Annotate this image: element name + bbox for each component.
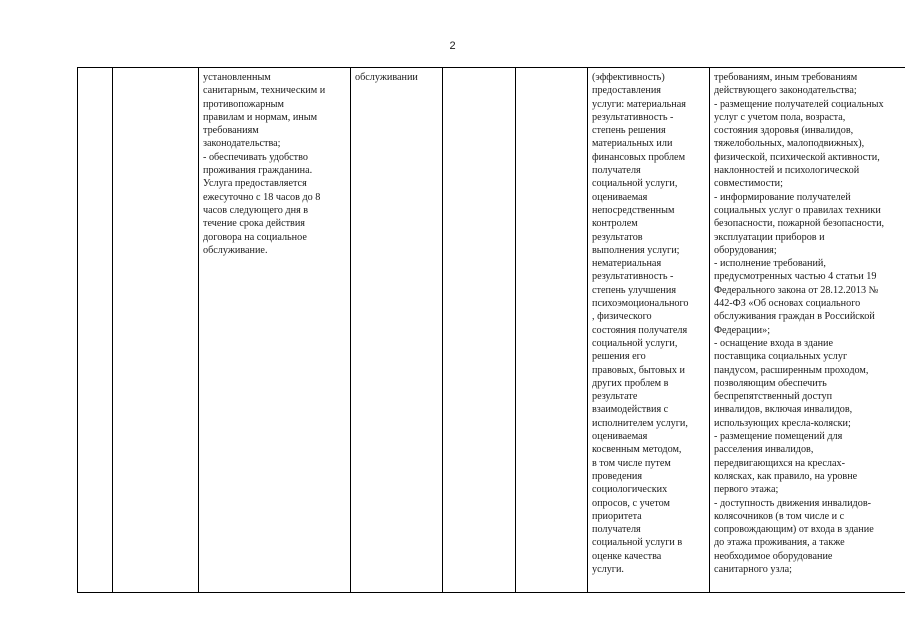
cell-service-form-text: обслуживании (355, 72, 418, 83)
table-row (78, 68, 905, 593)
cell-number (78, 68, 113, 593)
cell-price (516, 68, 588, 593)
cell-effectiveness-text: (эффективность) предоставления услуги: материальная результативность - степень решения материальных или финансовых проблем получателя социальной услуги, оцениваемая непосредственным контролем результатов выполнения услуги; нематериальная результативность - степень улучшения психоэмоционального , физического состояния получателя социальной услуги, решения его правовых, бытовых и других проблем в результате взаимодействия с исполнителем услуги, оцениваемая косвенным методом, в том числе путем проведения социологических опросов, с учетом приоритета получателя социальной услуги в оценке качества услуги. (592, 72, 689, 575)
cell-service-description-text: установленным санитарным, техническим и противопожарным правилам и нормам, иным требованиям законодательства; - обеспечивать удобство проживания гражданина. Услуга предоставляется ежесуточно с 18 часов до 8 часов следующего дня в течение срока действия договора на социальное обслуживание. (203, 72, 326, 256)
services-table (77, 67, 905, 593)
cell-service-description (199, 68, 351, 593)
cell-conditions-text: требованиям, иным требованиям действующего законодательства; - размещение получателей социальных услуг с учетом пола, возраста, состояния здоровья (инвалидов, тяжелобольных, малоподвижных), физической, психической активности, наклонностей и психологической совместимости; - информирование получателей социальных услуг о правилах техники безопасности, пожарной безопасности, эксплуатации приборов и оборудования; - исполнение требований, предусмотренных частью 4 статьи 19 Федерального закона от 28.12.2013 № 442-ФЗ «Об основах социального обслуживания граждан в Российской Федерации»; - оснащение входа в здание поставщика социальных услуг пандусом, расширенным проходом, позволяющим обеспечить беспрепятственный доступ инвалидов, включая инвалидов, использующих кресла-коляски; - размещение помещений для расселения инвалидов, передвигающихся на креслах- колясках, как правило, на уровне первого этажа; - доступность движения инвалидов- колясочников (в том числе и с сопровождающим) от входа в здание до этажа проживания, а также необходимое оборудование санитарного узла; (714, 72, 885, 575)
page-number: 2 (449, 40, 456, 52)
cell-service-form (351, 68, 443, 593)
cell-service-name (113, 68, 199, 593)
cell-deadline (443, 68, 516, 593)
cell-effectiveness (588, 68, 710, 593)
cell-conditions (710, 68, 905, 593)
